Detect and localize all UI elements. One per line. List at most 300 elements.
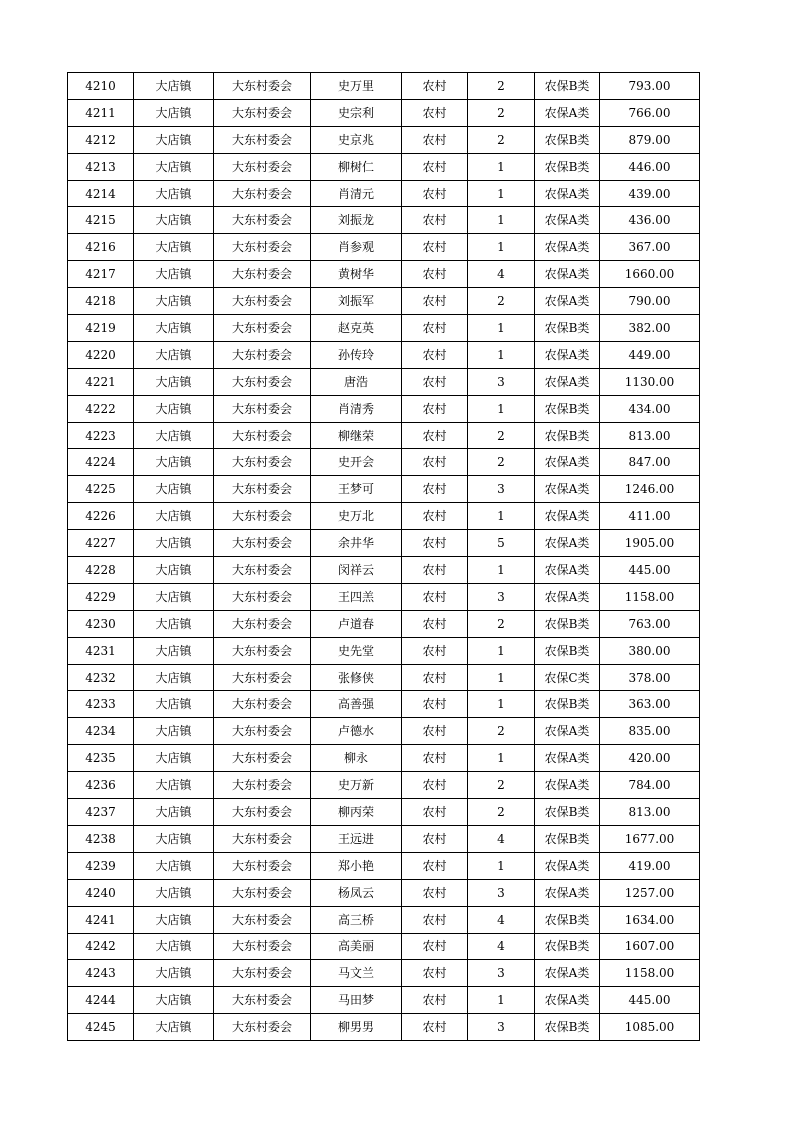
serial-number-cell: 4210 xyxy=(68,73,134,100)
village-committee-cell: 大东村委会 xyxy=(214,960,311,987)
person-name-cell: 肖清元 xyxy=(311,180,402,207)
serial-number-cell: 4225 xyxy=(68,476,134,503)
amount-cell: 763.00 xyxy=(600,610,700,637)
household-size-cell: 3 xyxy=(468,476,535,503)
amount-cell: 1905.00 xyxy=(600,530,700,557)
household-size-cell: 1 xyxy=(468,691,535,718)
person-name-cell: 余井华 xyxy=(311,530,402,557)
village-committee-cell: 大东村委会 xyxy=(214,288,311,315)
serial-number-cell: 4237 xyxy=(68,799,134,826)
household-size-cell: 2 xyxy=(468,718,535,745)
person-name-cell: 马文兰 xyxy=(311,960,402,987)
serial-number-cell: 4214 xyxy=(68,180,134,207)
table-row xyxy=(68,691,700,718)
amount-cell: 1158.00 xyxy=(600,960,700,987)
town-cell: 大店镇 xyxy=(134,637,214,664)
insurance-category-cell: 农保A类 xyxy=(535,99,600,126)
area-type-cell: 农村 xyxy=(402,852,468,879)
area-type-cell: 农村 xyxy=(402,610,468,637)
insurance-category-cell: 农保B类 xyxy=(535,799,600,826)
village-committee-cell: 大东村委会 xyxy=(214,637,311,664)
amount-cell: 784.00 xyxy=(600,772,700,799)
table-row xyxy=(68,637,700,664)
area-type-cell: 农村 xyxy=(402,153,468,180)
town-cell: 大店镇 xyxy=(134,879,214,906)
town-cell: 大店镇 xyxy=(134,852,214,879)
area-type-cell: 农村 xyxy=(402,825,468,852)
amount-cell: 1158.00 xyxy=(600,583,700,610)
table-row xyxy=(68,557,700,584)
document-page xyxy=(67,72,699,1041)
table-row xyxy=(68,718,700,745)
person-name-cell: 卢德水 xyxy=(311,718,402,745)
insurance-category-cell: 农保A类 xyxy=(535,852,600,879)
village-committee-cell: 大东村委会 xyxy=(214,476,311,503)
household-size-cell: 4 xyxy=(468,825,535,852)
area-type-cell: 农村 xyxy=(402,557,468,584)
serial-number-cell: 4221 xyxy=(68,368,134,395)
table-row xyxy=(68,368,700,395)
insurance-category-cell: 农保A类 xyxy=(535,530,600,557)
table-row xyxy=(68,449,700,476)
area-type-cell: 农村 xyxy=(402,799,468,826)
area-type-cell: 农村 xyxy=(402,207,468,234)
area-type-cell: 农村 xyxy=(402,906,468,933)
town-cell: 大店镇 xyxy=(134,718,214,745)
serial-number-cell: 4216 xyxy=(68,234,134,261)
town-cell: 大店镇 xyxy=(134,261,214,288)
amount-cell: 367.00 xyxy=(600,234,700,261)
insurance-category-cell: 农保A类 xyxy=(535,288,600,315)
serial-number-cell: 4213 xyxy=(68,153,134,180)
amount-cell: 813.00 xyxy=(600,422,700,449)
household-size-cell: 4 xyxy=(468,933,535,960)
table-body xyxy=(68,73,700,1041)
insurance-category-cell: 农保A类 xyxy=(535,503,600,530)
person-name-cell: 马田梦 xyxy=(311,987,402,1014)
insurance-category-cell: 农保A类 xyxy=(535,960,600,987)
town-cell: 大店镇 xyxy=(134,99,214,126)
person-name-cell: 赵克英 xyxy=(311,315,402,342)
village-committee-cell: 大东村委会 xyxy=(214,691,311,718)
person-name-cell: 闵祥云 xyxy=(311,557,402,584)
insurance-category-cell: 农保A类 xyxy=(535,449,600,476)
person-name-cell: 柳男男 xyxy=(311,1014,402,1041)
household-size-cell: 1 xyxy=(468,745,535,772)
serial-number-cell: 4229 xyxy=(68,583,134,610)
village-committee-cell: 大东村委会 xyxy=(214,852,311,879)
serial-number-cell: 4215 xyxy=(68,207,134,234)
town-cell: 大店镇 xyxy=(134,799,214,826)
area-type-cell: 农村 xyxy=(402,180,468,207)
amount-cell: 1085.00 xyxy=(600,1014,700,1041)
person-name-cell: 肖清秀 xyxy=(311,395,402,422)
amount-cell: 1130.00 xyxy=(600,368,700,395)
amount-cell: 445.00 xyxy=(600,557,700,584)
table-row xyxy=(68,799,700,826)
person-name-cell: 柳继荣 xyxy=(311,422,402,449)
area-type-cell: 农村 xyxy=(402,422,468,449)
village-committee-cell: 大东村委会 xyxy=(214,718,311,745)
area-type-cell: 农村 xyxy=(402,341,468,368)
area-type-cell: 农村 xyxy=(402,368,468,395)
person-name-cell: 史先堂 xyxy=(311,637,402,664)
town-cell: 大店镇 xyxy=(134,933,214,960)
town-cell: 大店镇 xyxy=(134,503,214,530)
village-committee-cell: 大东村委会 xyxy=(214,772,311,799)
table-row xyxy=(68,530,700,557)
household-size-cell: 3 xyxy=(468,879,535,906)
insurance-category-cell: 农保B类 xyxy=(535,691,600,718)
area-type-cell: 农村 xyxy=(402,987,468,1014)
amount-cell: 436.00 xyxy=(600,207,700,234)
household-size-cell: 2 xyxy=(468,422,535,449)
household-size-cell: 2 xyxy=(468,288,535,315)
area-type-cell: 农村 xyxy=(402,718,468,745)
village-committee-cell: 大东村委会 xyxy=(214,1014,311,1041)
table-row xyxy=(68,583,700,610)
insurance-category-cell: 农保A类 xyxy=(535,341,600,368)
area-type-cell: 农村 xyxy=(402,583,468,610)
serial-number-cell: 4235 xyxy=(68,745,134,772)
insurance-category-cell: 农保B类 xyxy=(535,1014,600,1041)
town-cell: 大店镇 xyxy=(134,825,214,852)
area-type-cell: 农村 xyxy=(402,664,468,691)
area-type-cell: 农村 xyxy=(402,1014,468,1041)
town-cell: 大店镇 xyxy=(134,960,214,987)
village-committee-cell: 大东村委会 xyxy=(214,879,311,906)
amount-cell: 1660.00 xyxy=(600,261,700,288)
household-size-cell: 3 xyxy=(468,368,535,395)
serial-number-cell: 4224 xyxy=(68,449,134,476)
village-committee-cell: 大东村委会 xyxy=(214,583,311,610)
insurance-category-cell: 农保A类 xyxy=(535,987,600,1014)
insurance-category-cell: 农保A类 xyxy=(535,745,600,772)
town-cell: 大店镇 xyxy=(134,73,214,100)
insurance-category-cell: 农保B类 xyxy=(535,422,600,449)
insurance-category-cell: 农保A类 xyxy=(535,368,600,395)
insurance-category-cell: 农保A类 xyxy=(535,557,600,584)
table-row xyxy=(68,933,700,960)
person-name-cell: 史万新 xyxy=(311,772,402,799)
insurance-category-cell: 农保A类 xyxy=(535,476,600,503)
serial-number-cell: 4232 xyxy=(68,664,134,691)
area-type-cell: 农村 xyxy=(402,503,468,530)
household-size-cell: 1 xyxy=(468,341,535,368)
town-cell: 大店镇 xyxy=(134,1014,214,1041)
serial-number-cell: 4227 xyxy=(68,530,134,557)
person-name-cell: 郑小艳 xyxy=(311,852,402,879)
amount-cell: 1634.00 xyxy=(600,906,700,933)
town-cell: 大店镇 xyxy=(134,368,214,395)
insurance-category-cell: 农保A类 xyxy=(535,583,600,610)
area-type-cell: 农村 xyxy=(402,234,468,261)
village-committee-cell: 大东村委会 xyxy=(214,987,311,1014)
household-size-cell: 3 xyxy=(468,1014,535,1041)
serial-number-cell: 4243 xyxy=(68,960,134,987)
insurance-category-cell: 农保B类 xyxy=(535,933,600,960)
table-row xyxy=(68,99,700,126)
table-row xyxy=(68,315,700,342)
person-name-cell: 孙传玲 xyxy=(311,341,402,368)
town-cell: 大店镇 xyxy=(134,476,214,503)
area-type-cell: 农村 xyxy=(402,637,468,664)
insurance-category-cell: 农保A类 xyxy=(535,180,600,207)
amount-cell: 434.00 xyxy=(600,395,700,422)
household-size-cell: 1 xyxy=(468,637,535,664)
village-committee-cell: 大东村委会 xyxy=(214,368,311,395)
amount-cell: 449.00 xyxy=(600,341,700,368)
person-name-cell: 柳永 xyxy=(311,745,402,772)
person-name-cell: 高三桥 xyxy=(311,906,402,933)
table-row xyxy=(68,503,700,530)
village-committee-cell: 大东村委会 xyxy=(214,341,311,368)
serial-number-cell: 4226 xyxy=(68,503,134,530)
table-row xyxy=(68,825,700,852)
area-type-cell: 农村 xyxy=(402,261,468,288)
village-committee-cell: 大东村委会 xyxy=(214,422,311,449)
table-row xyxy=(68,207,700,234)
town-cell: 大店镇 xyxy=(134,610,214,637)
amount-cell: 835.00 xyxy=(600,718,700,745)
amount-cell: 793.00 xyxy=(600,73,700,100)
insurance-category-cell: 农保A类 xyxy=(535,234,600,261)
village-committee-cell: 大东村委会 xyxy=(214,261,311,288)
amount-cell: 790.00 xyxy=(600,288,700,315)
town-cell: 大店镇 xyxy=(134,395,214,422)
area-type-cell: 农村 xyxy=(402,691,468,718)
household-size-cell: 1 xyxy=(468,315,535,342)
town-cell: 大店镇 xyxy=(134,745,214,772)
village-committee-cell: 大东村委会 xyxy=(214,315,311,342)
town-cell: 大店镇 xyxy=(134,691,214,718)
household-size-cell: 2 xyxy=(468,99,535,126)
table-row xyxy=(68,879,700,906)
serial-number-cell: 4220 xyxy=(68,341,134,368)
person-name-cell: 柳树仁 xyxy=(311,153,402,180)
household-size-cell: 4 xyxy=(468,261,535,288)
insurance-category-cell: 农保B类 xyxy=(535,153,600,180)
insurance-category-cell: 农保B类 xyxy=(535,73,600,100)
serial-number-cell: 4238 xyxy=(68,825,134,852)
table-row xyxy=(68,772,700,799)
town-cell: 大店镇 xyxy=(134,583,214,610)
table-row xyxy=(68,288,700,315)
town-cell: 大店镇 xyxy=(134,906,214,933)
town-cell: 大店镇 xyxy=(134,288,214,315)
table-row xyxy=(68,610,700,637)
table-row xyxy=(68,73,700,100)
village-committee-cell: 大东村委会 xyxy=(214,503,311,530)
village-committee-cell: 大东村委会 xyxy=(214,395,311,422)
area-type-cell: 农村 xyxy=(402,960,468,987)
amount-cell: 879.00 xyxy=(600,126,700,153)
person-name-cell: 王梦可 xyxy=(311,476,402,503)
person-name-cell: 史宗利 xyxy=(311,99,402,126)
person-name-cell: 柳丙荣 xyxy=(311,799,402,826)
insurance-category-cell: 农保C类 xyxy=(535,664,600,691)
person-name-cell: 史万北 xyxy=(311,503,402,530)
village-committee-cell: 大东村委会 xyxy=(214,180,311,207)
household-size-cell: 2 xyxy=(468,126,535,153)
serial-number-cell: 4222 xyxy=(68,395,134,422)
village-committee-cell: 大东村委会 xyxy=(214,799,311,826)
household-size-cell: 2 xyxy=(468,772,535,799)
village-committee-cell: 大东村委会 xyxy=(214,530,311,557)
village-committee-cell: 大东村委会 xyxy=(214,153,311,180)
amount-cell: 847.00 xyxy=(600,449,700,476)
table-row xyxy=(68,960,700,987)
amount-cell: 446.00 xyxy=(600,153,700,180)
household-size-cell: 2 xyxy=(468,799,535,826)
amount-cell: 766.00 xyxy=(600,99,700,126)
village-committee-cell: 大东村委会 xyxy=(214,449,311,476)
village-committee-cell: 大东村委会 xyxy=(214,99,311,126)
amount-cell: 363.00 xyxy=(600,691,700,718)
town-cell: 大店镇 xyxy=(134,234,214,261)
town-cell: 大店镇 xyxy=(134,987,214,1014)
amount-cell: 382.00 xyxy=(600,315,700,342)
town-cell: 大店镇 xyxy=(134,449,214,476)
household-size-cell: 2 xyxy=(468,449,535,476)
village-committee-cell: 大东村委会 xyxy=(214,825,311,852)
serial-number-cell: 4218 xyxy=(68,288,134,315)
table-row xyxy=(68,395,700,422)
household-size-cell: 1 xyxy=(468,664,535,691)
area-type-cell: 农村 xyxy=(402,879,468,906)
village-committee-cell: 大东村委会 xyxy=(214,557,311,584)
serial-number-cell: 4219 xyxy=(68,315,134,342)
household-size-cell: 4 xyxy=(468,906,535,933)
area-type-cell: 农村 xyxy=(402,745,468,772)
household-size-cell: 1 xyxy=(468,852,535,879)
serial-number-cell: 4223 xyxy=(68,422,134,449)
town-cell: 大店镇 xyxy=(134,126,214,153)
person-name-cell: 史万里 xyxy=(311,73,402,100)
serial-number-cell: 4241 xyxy=(68,906,134,933)
insurance-category-cell: 农保A类 xyxy=(535,261,600,288)
insurance-category-cell: 农保B类 xyxy=(535,315,600,342)
household-size-cell: 1 xyxy=(468,987,535,1014)
town-cell: 大店镇 xyxy=(134,207,214,234)
village-committee-cell: 大东村委会 xyxy=(214,126,311,153)
allowance-table xyxy=(67,72,700,1041)
amount-cell: 420.00 xyxy=(600,745,700,772)
serial-number-cell: 4245 xyxy=(68,1014,134,1041)
area-type-cell: 农村 xyxy=(402,530,468,557)
serial-number-cell: 4236 xyxy=(68,772,134,799)
town-cell: 大店镇 xyxy=(134,315,214,342)
serial-number-cell: 4231 xyxy=(68,637,134,664)
area-type-cell: 农村 xyxy=(402,315,468,342)
household-size-cell: 1 xyxy=(468,153,535,180)
amount-cell: 813.00 xyxy=(600,799,700,826)
person-name-cell: 高美丽 xyxy=(311,933,402,960)
village-committee-cell: 大东村委会 xyxy=(214,745,311,772)
town-cell: 大店镇 xyxy=(134,180,214,207)
area-type-cell: 农村 xyxy=(402,288,468,315)
insurance-category-cell: 农保B类 xyxy=(535,825,600,852)
area-type-cell: 农村 xyxy=(402,73,468,100)
insurance-category-cell: 农保A类 xyxy=(535,207,600,234)
serial-number-cell: 4234 xyxy=(68,718,134,745)
person-name-cell: 王四羔 xyxy=(311,583,402,610)
household-size-cell: 2 xyxy=(468,73,535,100)
amount-cell: 1257.00 xyxy=(600,879,700,906)
amount-cell: 1246.00 xyxy=(600,476,700,503)
household-size-cell: 3 xyxy=(468,960,535,987)
amount-cell: 445.00 xyxy=(600,987,700,1014)
table-row xyxy=(68,987,700,1014)
village-committee-cell: 大东村委会 xyxy=(214,207,311,234)
table-row xyxy=(68,234,700,261)
town-cell: 大店镇 xyxy=(134,530,214,557)
amount-cell: 419.00 xyxy=(600,852,700,879)
insurance-category-cell: 农保A类 xyxy=(535,772,600,799)
table-row xyxy=(68,476,700,503)
table-row xyxy=(68,261,700,288)
amount-cell: 1607.00 xyxy=(600,933,700,960)
person-name-cell: 刘振龙 xyxy=(311,207,402,234)
town-cell: 大店镇 xyxy=(134,341,214,368)
table-row xyxy=(68,341,700,368)
area-type-cell: 农村 xyxy=(402,476,468,503)
insurance-category-cell: 农保A类 xyxy=(535,718,600,745)
village-committee-cell: 大东村委会 xyxy=(214,73,311,100)
serial-number-cell: 4244 xyxy=(68,987,134,1014)
household-size-cell: 1 xyxy=(468,395,535,422)
serial-number-cell: 4242 xyxy=(68,933,134,960)
town-cell: 大店镇 xyxy=(134,772,214,799)
person-name-cell: 张修侠 xyxy=(311,664,402,691)
serial-number-cell: 4239 xyxy=(68,852,134,879)
person-name-cell: 肖参观 xyxy=(311,234,402,261)
village-committee-cell: 大东村委会 xyxy=(214,610,311,637)
amount-cell: 378.00 xyxy=(600,664,700,691)
household-size-cell: 2 xyxy=(468,610,535,637)
area-type-cell: 农村 xyxy=(402,933,468,960)
serial-number-cell: 4217 xyxy=(68,261,134,288)
village-committee-cell: 大东村委会 xyxy=(214,933,311,960)
area-type-cell: 农村 xyxy=(402,449,468,476)
person-name-cell: 刘振军 xyxy=(311,288,402,315)
household-size-cell: 3 xyxy=(468,583,535,610)
insurance-category-cell: 农保A类 xyxy=(535,879,600,906)
household-size-cell: 1 xyxy=(468,207,535,234)
amount-cell: 1677.00 xyxy=(600,825,700,852)
town-cell: 大店镇 xyxy=(134,153,214,180)
amount-cell: 439.00 xyxy=(600,180,700,207)
area-type-cell: 农村 xyxy=(402,126,468,153)
household-size-cell: 1 xyxy=(468,503,535,530)
town-cell: 大店镇 xyxy=(134,422,214,449)
person-name-cell: 高善强 xyxy=(311,691,402,718)
table-row xyxy=(68,422,700,449)
serial-number-cell: 4211 xyxy=(68,99,134,126)
serial-number-cell: 4230 xyxy=(68,610,134,637)
serial-number-cell: 4233 xyxy=(68,691,134,718)
table-row xyxy=(68,664,700,691)
serial-number-cell: 4228 xyxy=(68,557,134,584)
insurance-category-cell: 农保B类 xyxy=(535,906,600,933)
person-name-cell: 史开会 xyxy=(311,449,402,476)
household-size-cell: 1 xyxy=(468,557,535,584)
area-type-cell: 农村 xyxy=(402,99,468,126)
village-committee-cell: 大东村委会 xyxy=(214,906,311,933)
area-type-cell: 农村 xyxy=(402,395,468,422)
serial-number-cell: 4240 xyxy=(68,879,134,906)
table-row xyxy=(68,126,700,153)
